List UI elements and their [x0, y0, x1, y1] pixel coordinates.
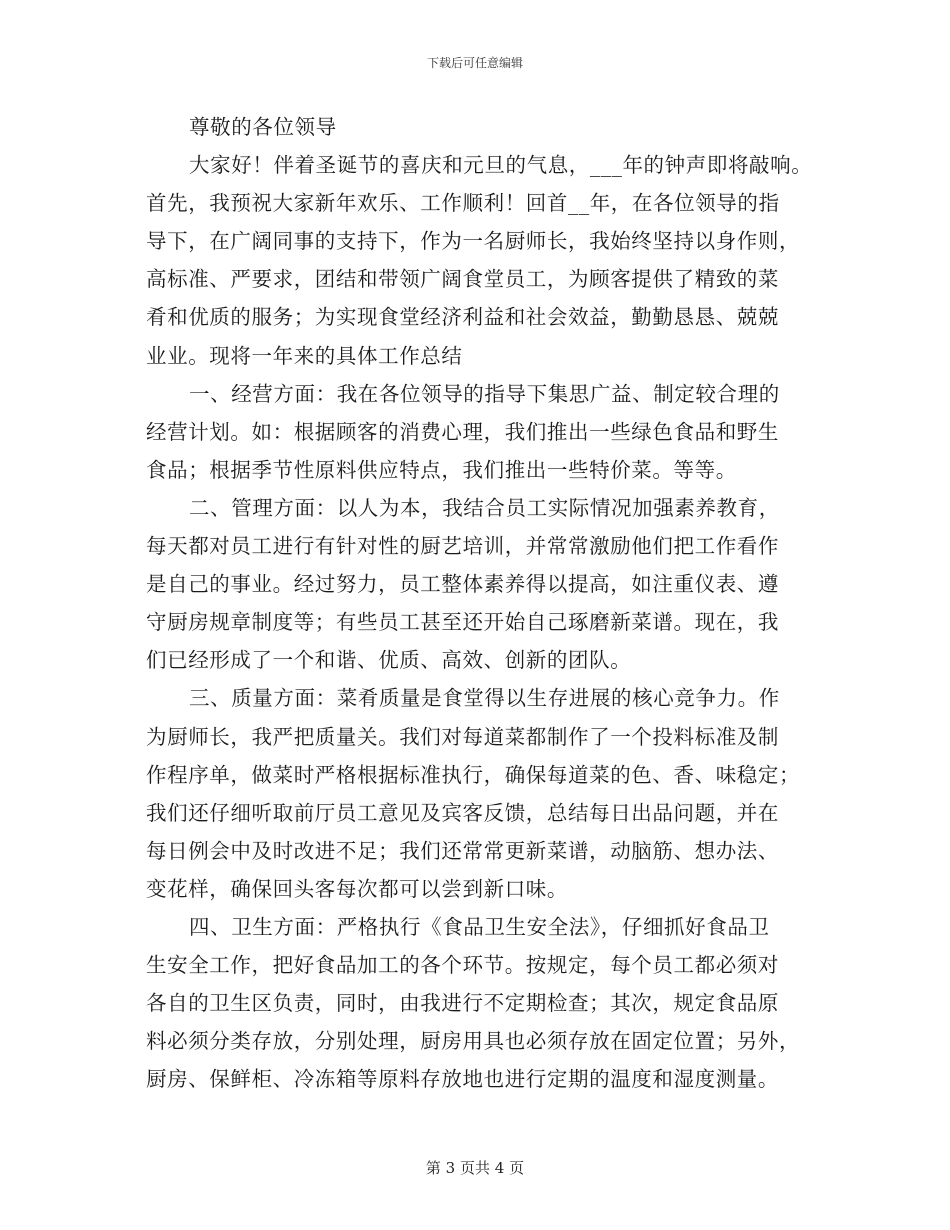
- paragraph-line: 食品；根据季节性原料供应特点，我们推出一些特价菜。等等。: [146, 457, 737, 482]
- paragraph-line: 生安全工作，把好食品加工的各个环节。按规定，每个员工都必须对: [146, 953, 779, 978]
- paragraph-line: 为厨师长，我严把质量关。我们对每道菜都制作了一个投料标准及制: [146, 724, 779, 749]
- paragraph-line: 肴和优质的服务；为实现食堂经济利益和社会效益，勤勤恳恳、兢兢: [146, 305, 779, 330]
- paragraph-line: 三、质量方面：菜肴质量是食堂得以生存进展的核心竞争力。作: [189, 686, 780, 711]
- paragraph-line: 一、经营方面：我在各位领导的指导下集思广益、制定较合理的: [189, 381, 780, 406]
- header-note: 下载后可任意编辑: [426, 56, 523, 70]
- paragraph-line: 经营计划。如：根据顾客的消费心理，我们推出一些绿色食品和野生: [146, 419, 779, 444]
- document-body: [146, 108, 826, 1098]
- greeting: 尊敬的各位领导: [189, 115, 337, 139]
- paragraph-line: 我们还仔细听取前厅员工意见及宾客反馈，总结每日出品问题，并在: [146, 800, 779, 825]
- paragraph-line: 们已经形成了一个和谐、优质、高效、创新的团队。: [146, 648, 632, 673]
- paragraph-line: 高标准、严要求，团结和带领广阔食堂员工，为顾客提供了精致的菜: [146, 267, 779, 292]
- paragraph-line: 业业。现将一年来的具体工作总结: [146, 343, 463, 368]
- paragraph-line: 守厨房规章制度等；有些员工甚至还开始自己琢磨新菜谱。现在，我: [146, 610, 779, 635]
- paragraph-line: 厨房、保鲜柜、冷冻箱等原料存放地也进行定期的温度和湿度测量。: [146, 1067, 779, 1092]
- paragraph-line: 是自己的事业。经过努力，员工整体素养得以提高，如注重仪表、遵: [146, 572, 779, 597]
- paragraph-line: 二、管理方面：以人为本，我结合员工实际情况加强素养教育，: [189, 495, 780, 520]
- paragraph-line: 每天都对员工进行有针对性的厨艺培训，并常常激励他们把工作看作: [146, 534, 779, 559]
- page-number: 第 3 页共 4 页: [425, 1159, 525, 1177]
- paragraph-line: 导下，在广阔同事的支持下，作为一名厨师长，我始终坚持以身作则，: [146, 229, 801, 254]
- paragraph-line: 各自的卫生区负责，同时，由我进行不定期检查；其次，规定食品原: [146, 991, 779, 1016]
- paragraph-line: 变花样，确保回头客每次都可以尝到新口味。: [146, 876, 568, 901]
- paragraph-line: 四、卫生方面：严格执行《食品卫生安全法》，仔细抓好食品卫: [189, 914, 770, 939]
- paragraph-line: 大家好！伴着圣诞节的喜庆和元旦的气息，___年的钟声即将敲响。: [189, 153, 813, 178]
- paragraph-line: 料必须分类存放，分别处理，厨房用具也必须存放在固定位置；另外，: [146, 1029, 801, 1054]
- paragraph-line: 作程序单，做菜时严格根据标准执行，确保每道菜的色、香、味稳定；: [146, 762, 801, 787]
- body-lines: [146, 146, 826, 1098]
- paragraph-line: 每日例会中及时改进不足；我们还常常更新菜谱，动脑筋、想办法、: [146, 838, 779, 863]
- paragraph-line: 首先，我预祝大家新年欢乐、工作顺利！回首__年，在各位领导的指: [146, 191, 780, 216]
